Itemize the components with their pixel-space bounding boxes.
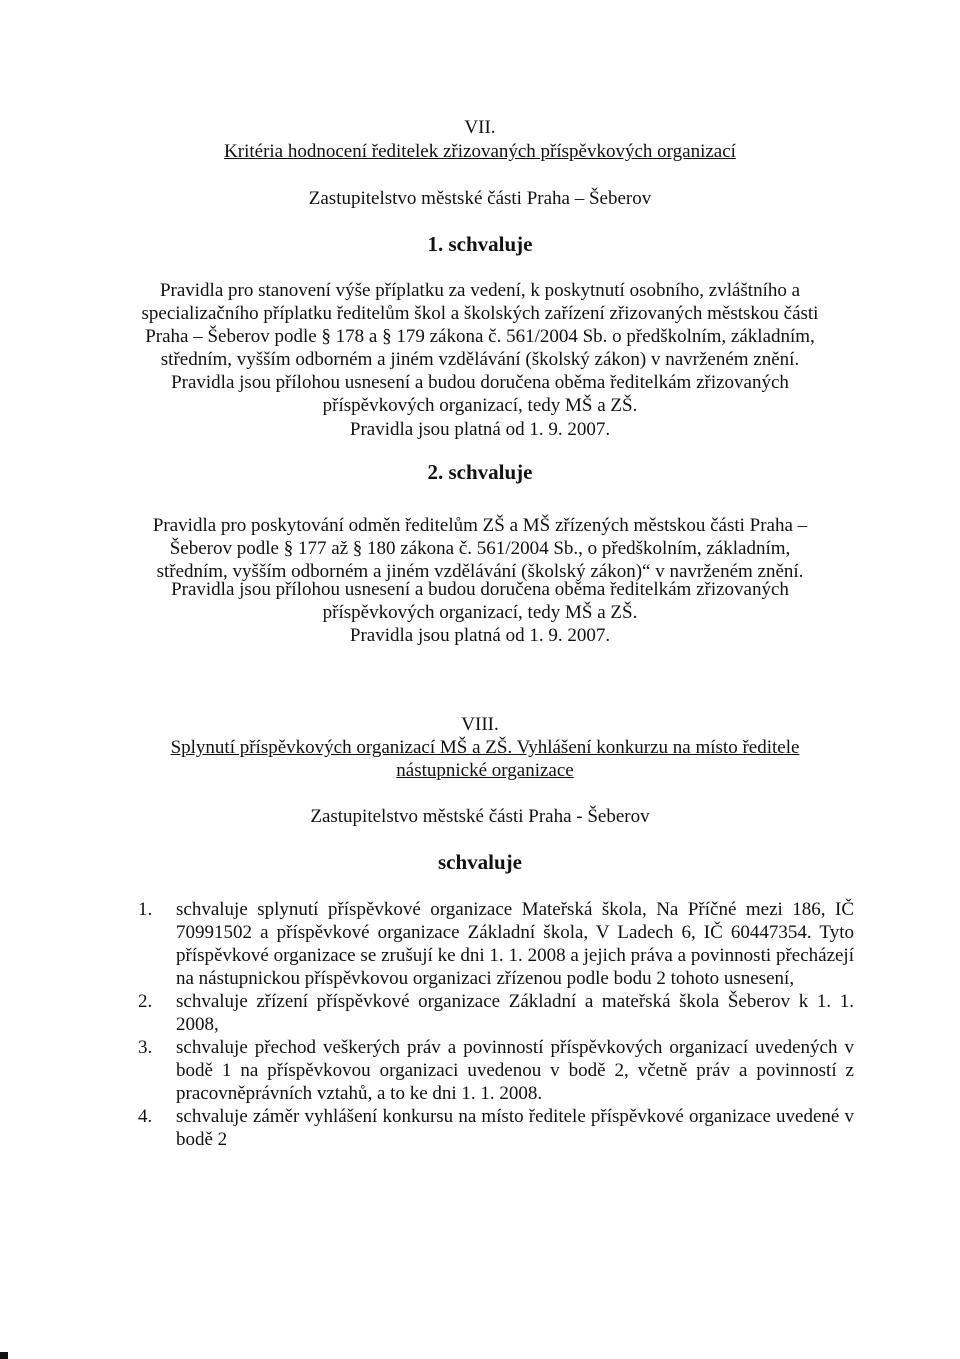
section-8-council: Zastupitelstvo městské části Praha - Šeberov bbox=[310, 806, 650, 827]
list-item-number: 4. bbox=[138, 1106, 153, 1127]
list-item-text: schvaluje splynutí příspěvkové organizace Mateřská škola, Na Příčné mezi 186, IČ 70991502 a příspěvkové organizace Základní škola, V Ladech 6, IČ 60447354. Tyto příspěvkové organizace se zrušují ke dni 1. 1. 2008 a jejich práva a povinnosti přecházejí na nástupnickou příspěvkovou organizaci zřízenou podle bodu 2 tohoto usnesení, bbox=[176, 899, 854, 989]
section-8-heading: schvaluje bbox=[438, 850, 522, 874]
list-item bbox=[138, 898, 854, 990]
list-item bbox=[138, 1105, 854, 1151]
resolution-1-text: Pravidla pro stanovení výše příplatku za vedení, k poskytnutí osobního, zvláštního a specializačního příplatku ředitelům škol a školských zařízení zřizovaných městskou části Praha – Šeberov podle § 178 a § 179 zákona č. 561/2004 Sb. o předškolním, základním, středním, vyšším odborném a jiném vzdělávání (školský zákon) v navrženém znění. bbox=[141, 280, 819, 370]
list-item-number: 1. bbox=[138, 899, 153, 920]
list-item-number: 3. bbox=[138, 1037, 153, 1058]
list-item bbox=[138, 990, 854, 1036]
section-7-council: Zastupitelstvo městské části Praha – Šeberov bbox=[308, 188, 652, 209]
resolution-2-heading: 2. schvaluje bbox=[427, 460, 533, 484]
section-7-number: VII. bbox=[464, 117, 496, 138]
resolution-1-heading: 1. schvaluje bbox=[427, 232, 533, 256]
section-7-title: Kritéria hodnocení ředitelek zřizovaných příspěvkových organizací bbox=[224, 141, 736, 162]
scan-edge-mark bbox=[0, 1352, 8, 1359]
list-item-text: schvaluje záměr vyhlášení konkursu na místo ředitele příspěvkové organizace uvedené v bodě 2 bbox=[176, 1106, 854, 1150]
list-item-number: 2. bbox=[138, 991, 153, 1012]
list-item-text: schvaluje zřízení příspěvkové organizace Základní a mateřská škola Šeberov k 1. 1. 2008, bbox=[176, 991, 854, 1035]
resolution-2-text: Pravidla pro poskytování odměn ředitelům ZŠ a MŠ zřízených městskou části Praha – Šeberov podle § 177 až § 180 zákona č. 561/2004 Sb., o předškolním, základním, středním, vyšším odborném a jiném vzdělávání (školský zákon)“ v navrženém znění. bbox=[152, 515, 808, 582]
list-item bbox=[138, 1036, 854, 1105]
section-8-title: Splynutí příspěvkových organizací MŠ a ZŠ. Vyhlášení konkurzu na místo ředitele nástupnické organizace bbox=[170, 737, 800, 781]
section-8-number: VIII. bbox=[461, 714, 499, 735]
resolution-2-validity: Pravidla jsou platná od 1. 9. 2007. bbox=[349, 625, 611, 646]
resolution-2-note: Pravidla jsou přílohou usnesení a budou doručena oběma ředitelkám zřizovaných příspěvkových organizací, tedy MŠ a ZŠ. bbox=[171, 579, 789, 623]
resolution-1-note: Pravidla jsou přílohou usnesení a budou doručena oběma ředitelkám zřizovaných příspěvkových organizací, tedy MŠ a ZŠ. bbox=[171, 372, 789, 416]
resolution-list bbox=[138, 898, 854, 1151]
resolution-1-validity: Pravidla jsou platná od 1. 9. 2007. bbox=[349, 419, 611, 440]
list-item-text: schvaluje přechod veškerých práv a povinností příspěvkových organizací uvedených v bodě 1 na příspěvkovou organizaci uvedenou v bodě 2, včetně práv a povinností z pracovněprávních vztahů, a to ke dni 1. 1. 2008. bbox=[176, 1037, 854, 1104]
